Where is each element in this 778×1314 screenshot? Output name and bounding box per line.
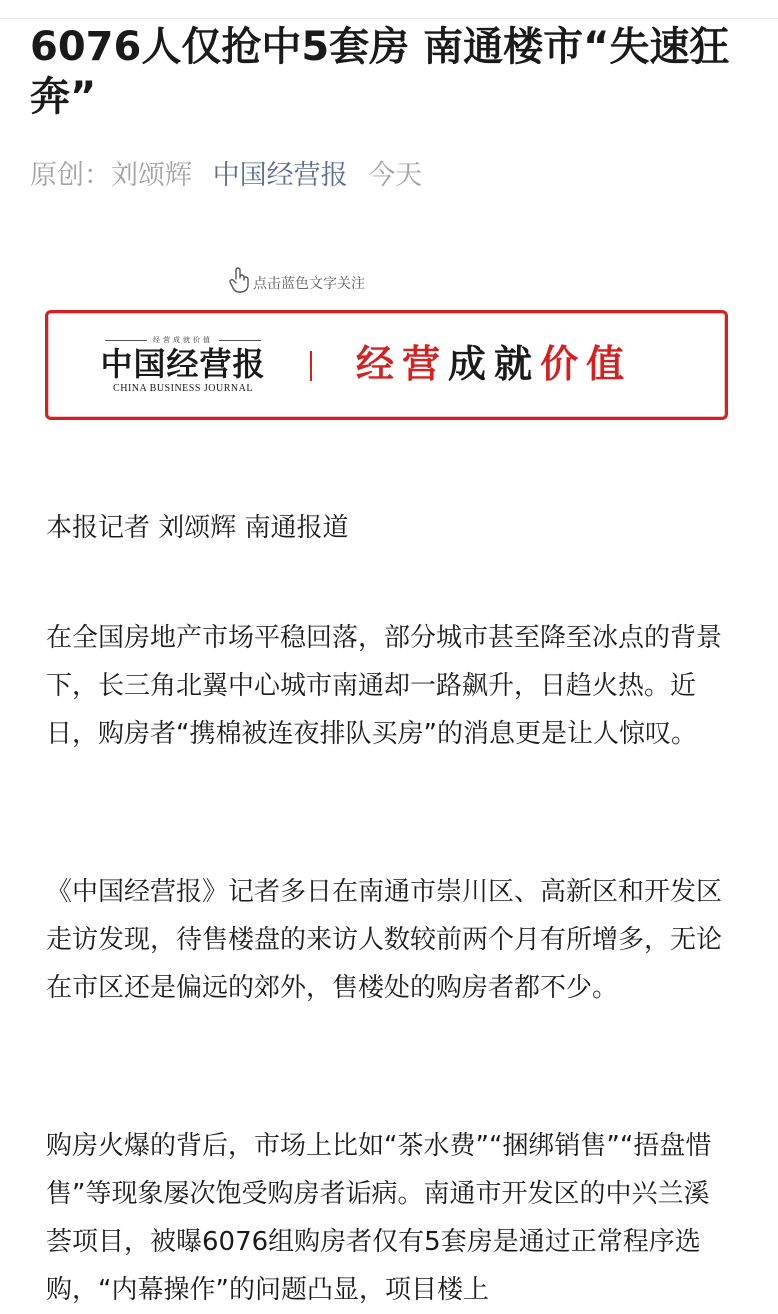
motto-char: 价 [540, 341, 587, 386]
motto-char: 经 [356, 341, 403, 386]
motto-char: 成 [448, 341, 495, 386]
motto-char: 就 [494, 341, 541, 386]
logo-english-name: CHINA BUSINESS JOURNAL [113, 383, 253, 394]
banner-divider [310, 351, 312, 381]
newspaper-logo [98, 335, 268, 395]
author-name: 刘颂辉 [111, 160, 192, 191]
top-bar [0, 0, 778, 19]
publish-date: 今天 [368, 160, 423, 191]
account-link[interactable]: 中国经营报 [212, 160, 348, 191]
banner-motto [356, 339, 632, 389]
reporter-byline: 本报记者 刘颂辉 南通报道 [46, 513, 349, 543]
logo-slogan: 经营成就价值 [98, 335, 268, 345]
article-paragraph: 购房火爆的背后，市场上比如“茶水费”“捆绑销售”“捂盘惜售”等现象屡次饱受购房者诟病。南通市开发区的中兴兰溪荟项目，被曝6076组购房者仅有5套房是通过正常程序选购，“内幕操作”的问题凸显，项目楼上 [46, 1131, 712, 1305]
brand-banner [45, 310, 728, 420]
motto-char: 值 [586, 341, 633, 386]
pointing-hand-icon [228, 266, 250, 303]
follow-hint [228, 266, 365, 303]
original-label: 原创： [30, 160, 111, 191]
motto-char: 营 [402, 341, 449, 386]
article-meta [30, 156, 422, 196]
article-paragraph: 《中国经营报》记者多日在南通市崇川区、高新区和开发区走访发现，待售楼盘的来访人数较前两个月有所增多，无论在市区还是偏远的郊外，售楼处的购房者都不少。 [46, 877, 723, 1003]
logo-chinese-name: 中国经营报 [100, 345, 266, 383]
follow-hint-text: 点击蓝色文字关注 [253, 276, 365, 292]
article-paragraph: 在全国房地产市场平稳回落，部分城市甚至降至冰点的背景下，长三角北翼中心城市南通却一路飙升，日趋火热。近日，购房者“携棉被连夜排队买房”的消息更是让人惊叹。 [46, 623, 723, 749]
article-title: 6076人仅抢中5套房 南通楼市“失速狂奔” [30, 24, 730, 120]
